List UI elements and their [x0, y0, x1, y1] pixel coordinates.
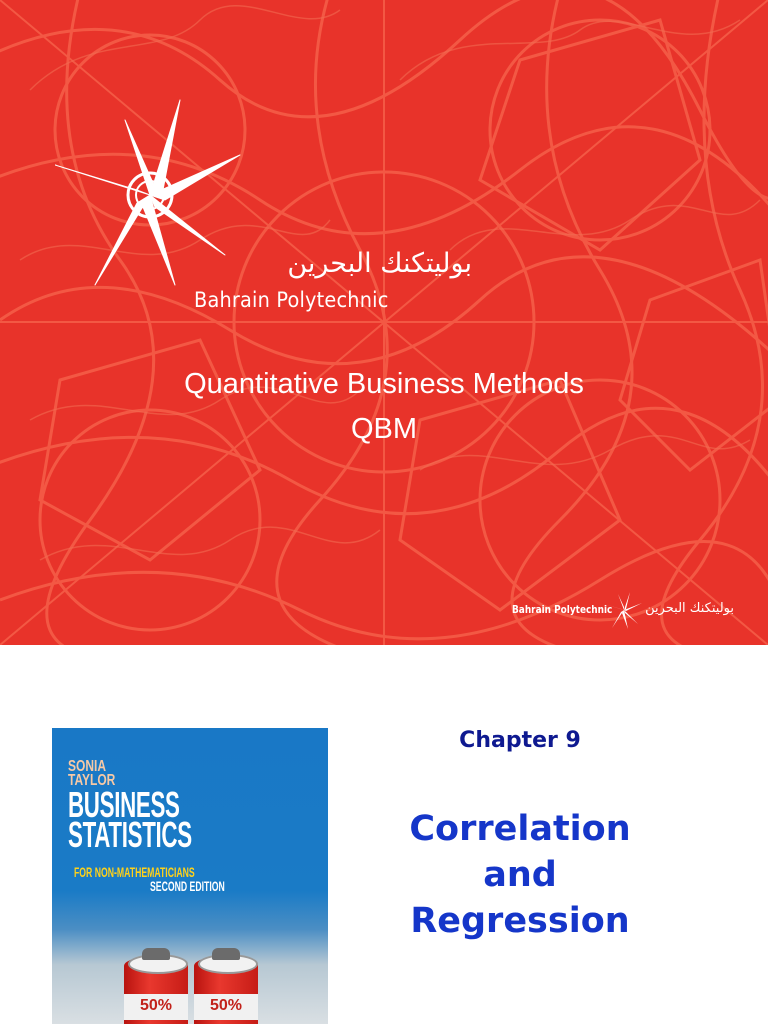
- battery-icon: [124, 948, 188, 1024]
- brand-arabic-name: بوليتكنك البحرين: [287, 248, 472, 279]
- book-author-first: SONIA: [68, 758, 107, 775]
- course-title-line2: QBM: [350, 413, 418, 445]
- book-author-last: TAYLOR: [68, 772, 116, 789]
- battery-label: 50%: [209, 997, 243, 1014]
- course-title-line1: Quantitative Business Methods: [184, 368, 584, 400]
- chapter-label: Chapter 9: [459, 728, 581, 753]
- book-title-line2: STATISTICS: [68, 814, 192, 855]
- footer-brand-english: Bahrain Polytechnic: [512, 604, 613, 616]
- book-title: [68, 784, 192, 855]
- polytechnic-star-logo-icon: [55, 95, 245, 295]
- footer-star-logo-icon: [604, 590, 644, 630]
- chapter-title: Correlation and Regression: [409, 809, 631, 941]
- battery-icon: [194, 948, 258, 1024]
- book-edition: SECOND EDITION: [150, 878, 225, 894]
- book-subtitle: FOR NON-MATHEMATICIANS: [74, 864, 195, 880]
- brand-english-name: Bahrain Polytechnic: [194, 288, 389, 312]
- book-cover-image: [52, 728, 328, 1024]
- footer-brand: [512, 590, 742, 630]
- book-title-line1: BUSINESS: [68, 784, 180, 825]
- footer-brand-arabic: بوليتكنك البحرين: [645, 601, 734, 616]
- course-title: [0, 362, 768, 452]
- battery-label: 50%: [139, 997, 173, 1014]
